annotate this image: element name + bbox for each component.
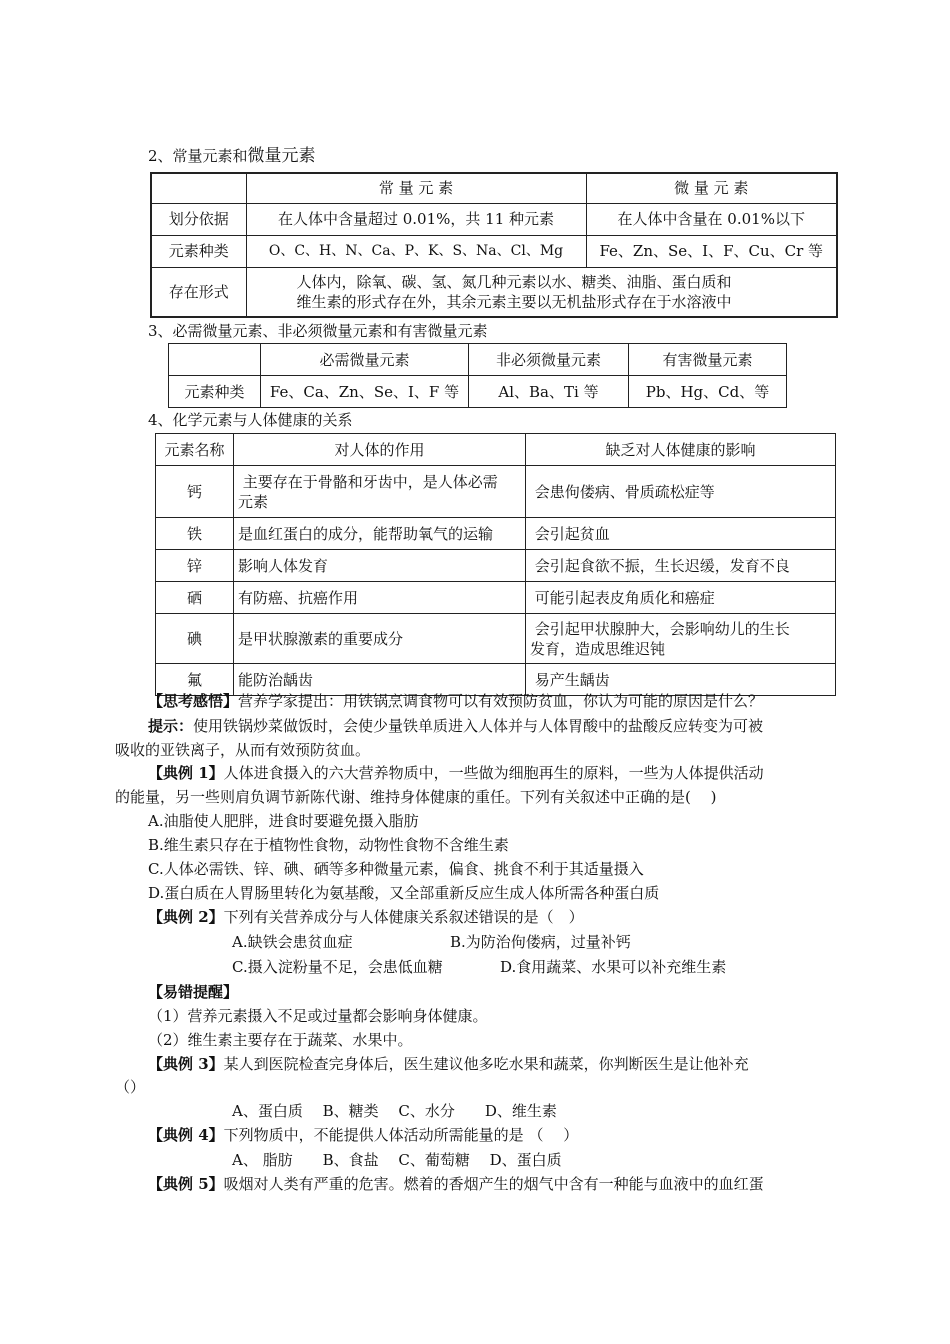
- major-trace-elements-table: [150, 172, 838, 318]
- element-health-table: 元素名称 对人体的作用 缺乏对人体健康的影响 钙 主要存在于骨骼和牙齿中，是人体必需 元素 会患佝偻病、骨质疏松症等 铁 是血红蛋白的成分，能帮助氧气的运输 会引起贫血 锌 影响人体发育 会引起食欲不振，生长迟缓，发育不良 硒 有防癌、抗癌作用 可能引起表皮角质化和癌症 碘 是甲状腺激素的重要成分 会引起甲状腺肿大，会影响幼儿的生长 发育，造成思维迟钝 氟 能防治龋齿 易产生龋齿: [155, 433, 836, 696]
- options: A、蛋白质 B、糖类 C、水分 D、维生素: [232, 1102, 557, 1120]
- table-row: 硒 有防癌、抗癌作用 可能引起表皮角质化和癌症: [156, 582, 836, 614]
- think-paragraph: 【思考感悟】营养学家提出：用铁锅烹调食物可以有效预防贫血，你认为可能的原因是什么？: [148, 692, 764, 710]
- table-row: 元素种类 Fe、Ca、Zn、Se、I、F 等 Al、Ba、Ti 等 Pb、Hg、Cd、等: [169, 376, 787, 408]
- table-row: 元素种类 O、C、H、N、Ca、P、K、S、Na、Cl、Mg Fe、Zn、Se、I、F、Cu、Cr 等: [151, 235, 837, 267]
- table-row: 碘 是甲状腺激素的重要成分 会引起甲状腺肿大，会影响幼儿的生长 发育，造成思维迟钝: [156, 614, 836, 664]
- col-major: 常 量 元 素: [246, 173, 586, 203]
- option-a: A.油脂使人肥胖，进食时要避免摄入脂肪: [148, 812, 419, 830]
- tips-heading: 【易错提醒】: [148, 983, 239, 1001]
- example-3: 【典例 3】某人到医院检查完身体后，医生建议他多吃水果和蔬菜，你判断医生是让他补充: [148, 1055, 749, 1073]
- option-c: C.摄入淀粉量不足，会患低血糖: [232, 958, 443, 976]
- option-b: B.维生素只存在于植物性食物，动物性食物不含维生素: [148, 836, 509, 854]
- example-2: 【典例 2】下列有关营养成分与人体健康关系叙述错误的是（ ）: [148, 908, 584, 926]
- section-4-heading: 4、化学元素与人体健康的关系: [148, 411, 353, 429]
- example-5: 【典例 5】吸烟对人类有严重的危害。燃着的香烟产生的烟气中含有一种能与血液中的血红蛋: [148, 1175, 764, 1193]
- hint-line-1: 提示：使用铁锅炒菜做饭时，会使少量铁单质进入人体并与人体胃酸中的盐酸反应转变为可被: [148, 717, 764, 735]
- table-row: 钙 主要存在于骨骼和牙齿中，是人体必需 元素 会患佝偻病、骨质疏松症等: [156, 466, 836, 518]
- option-b: B.为防治佝偻病，过量补钙: [450, 933, 631, 951]
- section-3-heading: 3、必需微量元素、非必须微量元素和有害微量元素: [148, 322, 488, 340]
- section-2-heading: 2、常量元素和微量元素: [148, 146, 316, 166]
- option-a: A.缺铁会患贫血症: [232, 933, 353, 951]
- option-d: D.蛋白质在人胃肠里转化为氨基酸，又全部重新反应生成人体所需各种蛋白质: [148, 884, 660, 902]
- example-4: 【典例 4】下列物质中，不能提供人体活动所需能量的是 （ ）: [148, 1126, 579, 1144]
- option-d: D.食用蔬菜、水果可以补充维生素: [500, 958, 727, 976]
- option-c: C.人体必需铁、锌、碘、硒等多种微量元素，偏食、挑食不利于其适量摄入: [148, 860, 644, 878]
- table-row: 氟 能防治龋齿 易产生龋齿: [156, 664, 836, 696]
- col-trace: 微 量 元 素: [586, 173, 837, 203]
- hint-line-2: 吸收的亚铁离子，从而有效预防贫血。: [115, 741, 371, 759]
- table-row: 存在形式 人体内，除氧、碳、氢、氮几种元素以水、糖类、油脂、蛋白质和 维生素的形式存在外，其余元素主要以无机盐形式存在于水溶液中: [151, 267, 837, 317]
- table-row: 铁 是血红蛋白的成分，能帮助氧气的运输 会引起贫血: [156, 518, 836, 550]
- options: A、 脂肪 B、食盐 C、葡萄糖 D、蛋白质: [232, 1151, 562, 1169]
- table-row: 划分依据 在人体中含量超过 0.01%，共 11 种元素 在人体中含量在 0.01%以下: [151, 203, 837, 235]
- table-row: 锌 影响人体发育 会引起食欲不振，生长迟缓，发育不良: [156, 550, 836, 582]
- example-1: 【典例 1】人体进食摄入的六大营养物质中，一些做为细胞再生的原料，一些为人体提供活动: [148, 764, 764, 782]
- trace-elements-table: 必需微量元素 非必须微量元素 有害微量元素 元素种类 Fe、Ca、Zn、Se、I、F 等 Al、Ba、Ti 等 Pb、Hg、Cd、等: [168, 343, 787, 408]
